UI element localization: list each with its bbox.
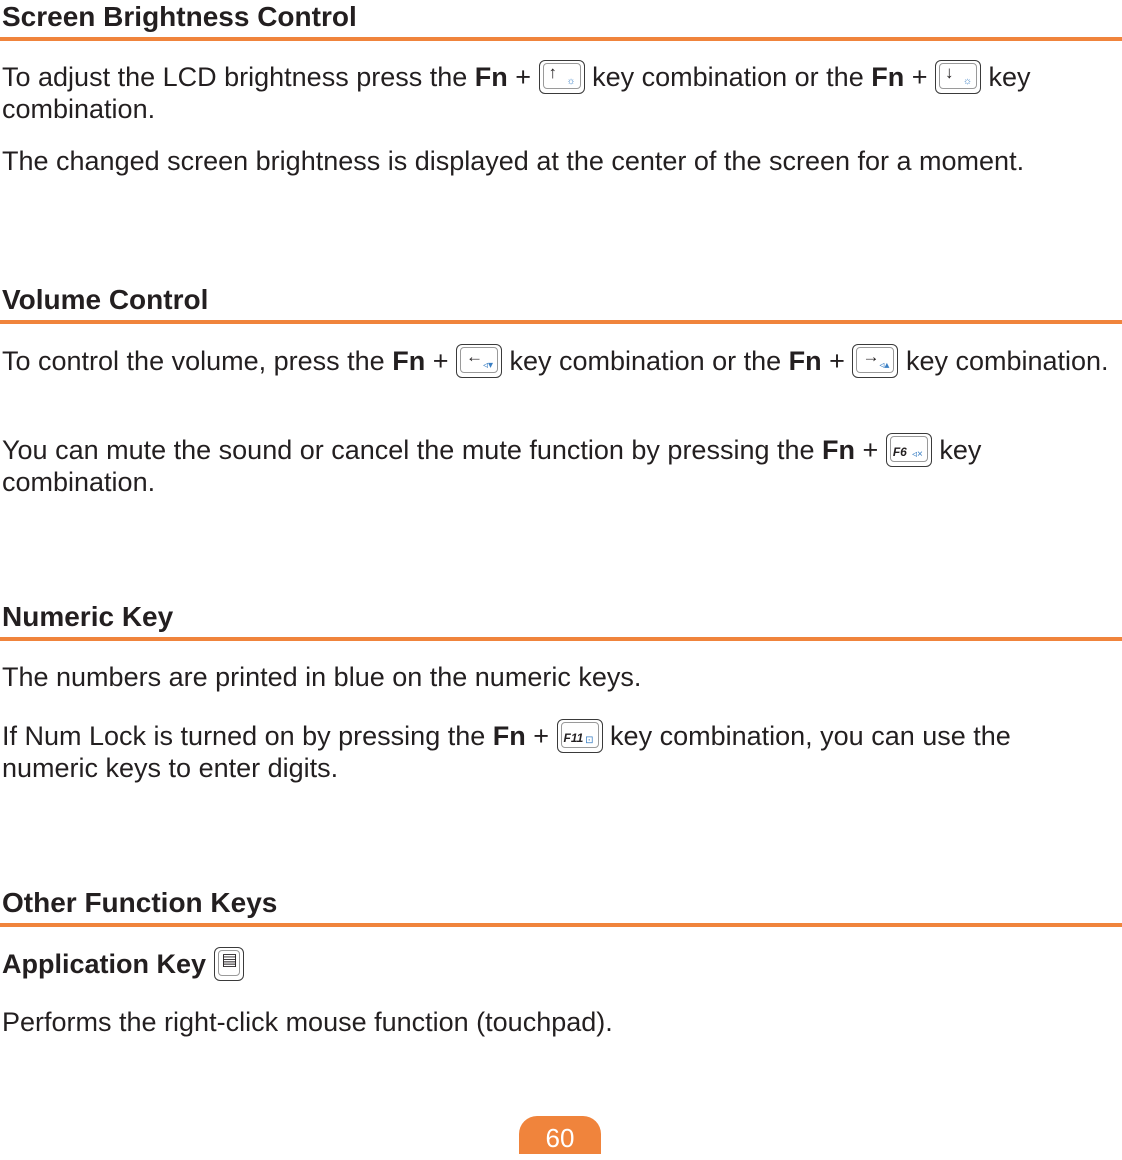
fn-label: Fn: [474, 62, 508, 92]
volume-paragraph-2: You can mute the sound or cancel the mute function by pressing the Fn + F6 ◃× key combination.: [2, 435, 982, 497]
numeric-paragraph-2: If Num Lock is turned on by pressing the Fn + F11 ⊡ key combination, you can use the numeric keys to enter digits.: [2, 721, 1011, 783]
fn-label: Fn: [492, 721, 526, 751]
application-key-description: Performs the right-click mouse function (touchpad).: [2, 1007, 613, 1037]
volume-down-key-icon: ← ◃▾: [456, 344, 502, 378]
mute-key-icon: F6 ◃×: [886, 433, 932, 467]
numeric-paragraph-1: The numbers are printed in blue on the numeric keys.: [2, 662, 642, 692]
volume-heading: Volume Control: [0, 283, 1122, 324]
volume-paragraph-1: To control the volume, press the Fn + ← ◃▾ key combination or the Fn + → ◃▴ key combination.: [2, 346, 1109, 376]
volume-up-key-icon: → ◃▴: [852, 344, 898, 378]
numeric-section: [0, 600, 1122, 641]
numeric-heading: Numeric Key: [0, 600, 1122, 641]
other-keys-section: [0, 886, 1122, 927]
volume-section: [0, 283, 1122, 324]
fn-label: Fn: [822, 435, 856, 465]
brightness-section: [0, 0, 1122, 41]
fn-label: Fn: [871, 62, 905, 92]
application-key-heading: Application Key ▤: [2, 947, 1112, 981]
brightness-heading: Screen Brightness Control: [0, 0, 1122, 41]
brightness-up-key-icon: ↑ ☼: [539, 60, 585, 94]
application-key-icon: ▤: [214, 947, 244, 981]
brightness-paragraph-2: The changed screen brightness is displayed at the center of the screen for a moment.: [2, 146, 1025, 176]
other-keys-heading: Other Function Keys: [0, 886, 1122, 927]
fn-label: Fn: [788, 346, 822, 376]
page-number: 60: [519, 1116, 601, 1154]
brightness-paragraph-1: To adjust the LCD brightness press the Fn + ↑ ☼ key combination or the Fn + ↓ ☼ key combination.: [2, 62, 1031, 124]
num-lock-key-icon: F11 ⊡: [557, 719, 603, 753]
fn-label: Fn: [392, 346, 426, 376]
brightness-down-key-icon: ↓ ☼: [935, 60, 981, 94]
